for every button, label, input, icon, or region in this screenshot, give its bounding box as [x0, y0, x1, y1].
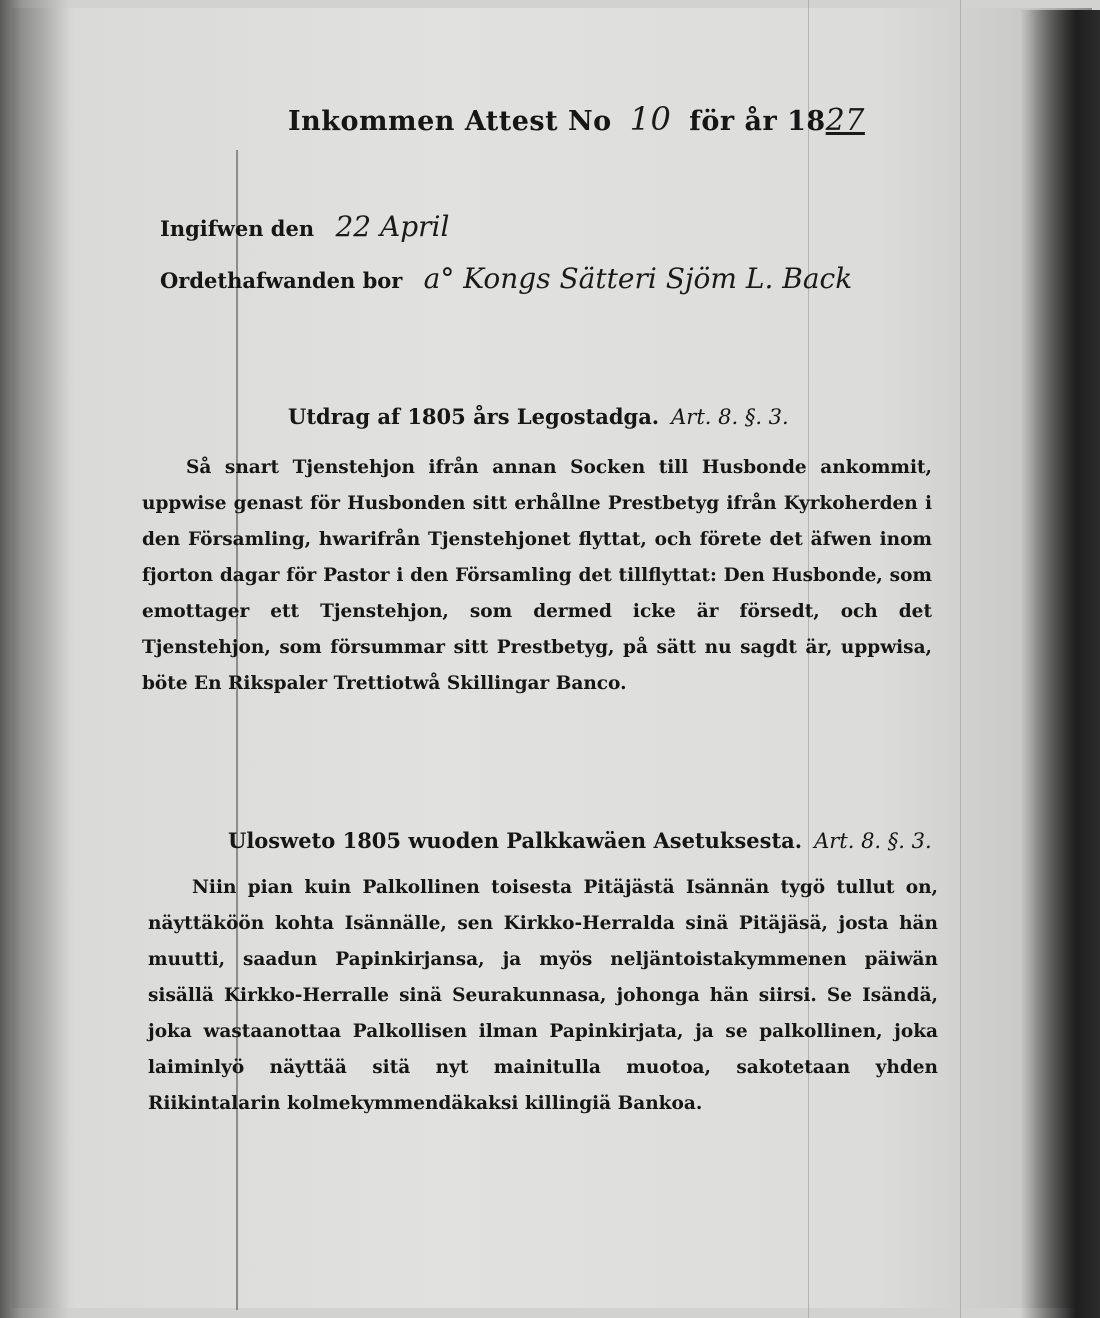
swedish-section-heading [288, 404, 789, 429]
title-year-label: för år 18 [689, 106, 826, 137]
residence-line [160, 262, 852, 295]
certificate-number: 10 [629, 100, 672, 138]
certificate-year: 27 [825, 103, 865, 138]
finnish-heading-text: Ulosweto 1805 wuoden Palkkawäen Asetuksesta. [228, 828, 803, 853]
finnish-paragraph: Niin pian kuin Palkollinen toisesta Pitäjästä Isännän tygö tullut on, näyttäköön kohta Isännälle, sen Kirkko-Herralda sinä Pitäjäsä, josta hän muutti, saadun Papinkirjansa, ja myös neljäntoistakymmenen päiwän sisällä Kirkko-Herralle sinä Seurakunnasa, johonga hän siirsi. Se Isändä, joka wastaanottaa Palkollisen ilman Papinkirjata, ja se palkollinen, joka laiminlyö näyttää sitä nyt mainitulla muotoa, sakotetaan yhden Riikintalarin kolmekymmendäkaksi killingiä Bankoa. [148, 877, 938, 1114]
title-printed: Inkommen Attest No [288, 106, 612, 137]
swedish-heading-text: Utdrag af 1805 års Legostadga. [288, 404, 660, 429]
finnish-article: Art. 8. §. 3. [814, 829, 932, 853]
swedish-paragraph: Så snart Tjenstehjon ifrån annan Socken till Husbonde ankommit, uppwise genast för Husbonden sitt erhållne Prestbetyg ifrån Kyrkoherden i den Församling, hwarifrån Tjenstehjonet flyttat, och förete det äfwen inom fjorton dagar för Pastor i den Församling det tillflyttat: Den Husbonde, som emottager ett Tjenstehjon, som dermed icke är försedt, och det Tjenstehjon, som försummar sitt Prestbetyg, på sätt nu sagdt är, uppwisa, böte En Rikspaler Trettiotwå Skillingar Banco. [142, 457, 932, 694]
submitted-label: Ingifwen den [160, 216, 315, 241]
swedish-section-text [142, 450, 932, 702]
swedish-article: Art. 8. §. 3. [671, 405, 789, 429]
submitted-date: 22 April [335, 210, 450, 243]
residence-label: Ordethafwanden bor [160, 268, 403, 293]
finnish-section-text [148, 870, 938, 1122]
submitted-line [160, 210, 449, 243]
certificate-title [288, 100, 865, 138]
finnish-section-heading [228, 828, 932, 853]
residence-value: a° Kongs Sätteri Sjöm L. Back [423, 262, 853, 295]
right-edge-shadow [1020, 10, 1100, 1318]
fold-line [236, 150, 238, 1310]
vertical-rule-line [960, 0, 961, 1318]
left-edge-shadow [0, 0, 70, 1318]
